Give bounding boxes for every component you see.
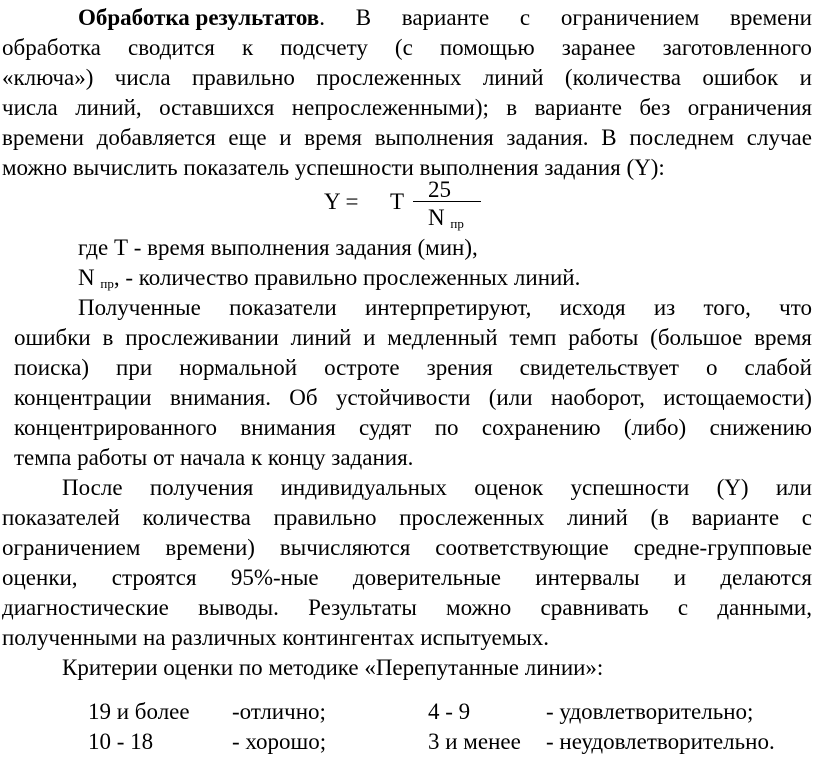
word: заготовленного [662,35,812,60]
word: интервалы [535,565,640,590]
word: диагностические [2,595,169,620]
word: концентрированного [14,415,218,440]
word: и [363,325,376,350]
word: остроте [324,355,400,380]
word: свидетельствует [519,355,679,380]
word: в [102,325,114,350]
word: успешности [570,475,690,500]
word: зрения [426,355,493,380]
word: при [116,355,153,380]
word: можно [446,595,512,620]
word: оценок [474,475,544,500]
word: ограничения [687,95,812,120]
word: правильно [273,505,377,530]
word: выполнения [374,125,494,150]
word: исходя [559,295,626,320]
word: поиска) [14,355,90,380]
word: с [519,5,531,30]
word: непрослеженными); [291,95,489,120]
word: по [434,415,459,440]
word: и [279,125,292,150]
word: линий [290,325,352,350]
word: доверительные [352,565,502,590]
word: «ключа») [2,65,94,90]
word: линий, [75,95,142,120]
criteria-grade-1: -отлично; [232,699,326,724]
word: подсчету [280,35,368,60]
criteria-grade-2: - удовлетворительно; [546,699,754,724]
word: в [506,95,518,120]
criteria-grade-3: - хорошо; [232,729,327,754]
word: медленный [387,325,498,350]
word: показателей [2,505,120,530]
word: числа [114,65,171,90]
word: (количества [564,65,681,90]
word: помощью [439,35,535,60]
word: с [677,595,689,620]
formula-n: N [428,205,445,230]
criteria-range-3: 10 - 18 [88,729,154,754]
word: внимания. [169,385,271,410]
word: (Y) [716,475,749,500]
word: выводы. [198,595,279,620]
word: или [775,475,812,500]
word: (в [650,505,669,530]
para1-line-1 [78,4,812,32]
para2-line-5 [14,414,812,442]
word: ограничением [2,535,141,560]
word: показатели [229,295,337,320]
word: правильно [191,65,295,90]
word: средне-групповые [633,535,812,560]
criteria-grade-4: - неудовлетворительно. [546,729,775,754]
word: без [639,95,671,120]
word: В [355,5,372,30]
para2-line-6: темпа работы от начала к концу задания. [14,445,414,470]
word: судят [359,415,412,440]
fraction-bar [413,201,481,202]
word: слабой [744,355,812,380]
definition-n-text: , - количество правильно прослеженных линий. [113,265,581,290]
word: делаются [720,565,812,590]
word: работы [568,325,639,350]
word: строятся [111,565,197,590]
para3-line-5 [2,594,812,622]
word: с [801,505,812,530]
formula-lhs: Y = [324,189,359,214]
word: (либо) [623,415,687,440]
formula-n-sub: пр [450,216,464,231]
word: добавляется [96,125,216,150]
word: концентрации [14,385,152,410]
word: В [601,125,617,150]
para2-line-1 [78,294,812,322]
definition-n-sub: пр [100,276,114,291]
word: индивидуальных [280,475,447,500]
word: времени) [165,535,255,560]
definition-n [78,264,580,292]
para1-line-2 [2,34,812,62]
criteria-range-2: 4 - 9 [428,699,471,724]
para1-first-word: Обработка результатов. [78,5,325,30]
para3-line-2 [2,504,812,532]
word: сводится [127,35,215,60]
formula-t: T [390,189,405,214]
para3-line-6: полученными на различных контингентах испытуемых. [2,625,549,650]
word: линий [567,505,628,530]
word: что [779,295,812,320]
word: интерпретируют, [364,295,532,320]
word: количества [142,505,251,530]
word: (или [488,385,533,410]
para2-line-2 [14,324,812,352]
word: нормальной [179,355,298,380]
formula-denominator [428,204,464,238]
word: Полученные [78,295,201,320]
word: вычисляются [279,535,411,560]
word: задания. [506,125,589,150]
word: ограничением [560,5,700,30]
criteria-range-1: 19 и более [88,699,190,724]
word: того, [703,295,751,320]
word: к [241,35,254,60]
word: заранее [561,35,636,60]
word: (большое [650,325,743,350]
word: темп [509,325,557,350]
word: и [673,565,687,590]
word: соответствующие [435,535,609,560]
word: времени [2,125,84,150]
word: время [304,125,362,150]
para2-line-3 [14,354,812,382]
word: данными, [717,595,812,620]
word: время [754,325,812,350]
section-heading: Обработка результатов [78,5,320,30]
word: случае [746,125,812,150]
word: ошибок [702,65,779,90]
word: из [653,295,676,320]
para1-line-3 [2,64,812,92]
word: сравнивать [540,595,649,620]
word: снижению [709,415,812,440]
criteria-title: Критерии оценки по методике «Перепутанные линии»: [62,655,604,680]
word: Об [289,385,318,410]
word: Результаты [308,595,417,620]
para1-line-5 [2,124,812,152]
word: сохранению [481,415,601,440]
word: о [706,355,718,380]
criteria-range-4: 3 и менее [428,729,521,754]
para1-line-6: можно вычислить показатель успешности выполнения задания (Y): [2,155,665,180]
word: еще [228,125,267,150]
word: линий [482,65,544,90]
word: наоборот, [550,385,645,410]
word: устойчивости [335,385,471,410]
definition-n-symbol: N [78,265,95,290]
word: варианте [401,5,490,30]
para3-line-3 [2,534,812,562]
para2-line-4 [14,384,812,412]
word: прослеживании [125,325,279,350]
definition-t: где Т - время выполнения задания (мин), [78,235,478,260]
word: последнем [629,125,735,150]
word: оставшихся [159,95,275,120]
word: 95%-ные [230,565,319,590]
para1-line-4 [2,94,812,122]
word: варианте [534,95,622,120]
word: времени [730,5,812,30]
word: оценки, [2,565,78,590]
word: ошибки [14,325,91,350]
word: обработка [2,35,101,60]
para3-line-4 [2,564,812,592]
word: прослеженных [399,505,545,530]
word: прослеженных [316,65,462,90]
word: (с [394,35,413,60]
word: варианте [691,505,780,530]
word: получения [149,475,254,500]
word: После [62,475,123,500]
word: числа [2,95,58,120]
word: истощаемости) [663,385,812,410]
para3-line-1 [62,474,812,502]
word: и [799,65,812,90]
word: внимания [240,415,336,440]
formula-numerator: 25 [428,177,451,202]
